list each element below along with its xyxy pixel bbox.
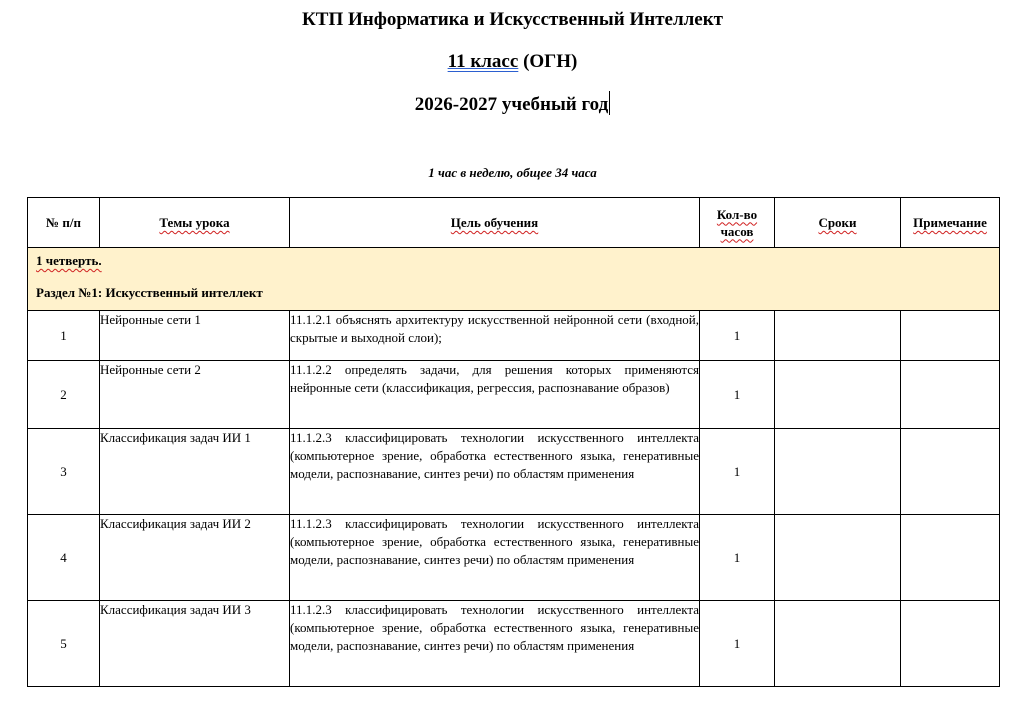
row-goal[interactable]: 11.1.2.3 классифицировать технологии искусственного интеллекта (компьютерное зрение, обработка естественного языка, генеративные модели, распознавание, синтез речи) по областям применения (290, 601, 700, 687)
ktp-table (27, 197, 1000, 687)
row-topic[interactable]: Нейронные сети 1 (100, 311, 290, 361)
header-dates[interactable]: Сроки (775, 198, 901, 248)
row-note[interactable] (901, 429, 1000, 515)
row-hours[interactable]: 1 (700, 515, 775, 601)
text-cursor (609, 91, 610, 115)
row-hours[interactable]: 1 (700, 361, 775, 429)
school-year-text: 2026-2027 учебный год (414, 94, 609, 115)
row-num[interactable]: 5 (28, 601, 100, 687)
quarter-label: 1 четверть. (36, 253, 102, 268)
table-row (28, 311, 1000, 361)
section-row (28, 248, 1000, 311)
row-note[interactable] (901, 515, 1000, 601)
document-title: КТП Информатика и Искусственный Интеллект (302, 9, 723, 30)
row-note[interactable] (901, 361, 1000, 429)
row-hours[interactable]: 1 (700, 601, 775, 687)
grade-line (0, 50, 1025, 74)
row-dates[interactable] (775, 515, 901, 601)
table-header-row (28, 198, 1000, 248)
row-goal[interactable]: 11.1.2.2 определять задачи, для решения которых применяются нейронные сети (классификация, регрессия, распознавание образов) (290, 361, 700, 429)
row-num[interactable]: 3 (28, 429, 100, 515)
row-goal[interactable]: 11.1.2.1 объяснять архитектуру искусственной нейронной сети (входной, скрытые и выходной слои); (290, 311, 700, 361)
table-row (28, 601, 1000, 687)
row-dates[interactable] (775, 311, 901, 361)
row-dates[interactable] (775, 361, 901, 429)
row-num[interactable]: 4 (28, 515, 100, 601)
section-name: Раздел №1: Искусственный интеллект (36, 285, 263, 300)
grade-suffix: (ОГН) (518, 51, 578, 72)
section-cell[interactable] (28, 248, 1000, 311)
row-goal[interactable]: 11.1.2.3 классифицировать технологии искусственного интеллекта (компьютерное зрение, обработка естественного языка, генеративные модели, распознавание, синтез речи) по областям применения (290, 429, 700, 515)
table-row (28, 515, 1000, 601)
row-num[interactable]: 2 (28, 361, 100, 429)
row-dates[interactable] (775, 429, 901, 515)
row-topic[interactable]: Классификация задач ИИ 1 (100, 429, 290, 515)
row-note[interactable] (901, 311, 1000, 361)
header-topic[interactable]: Темы урока (100, 198, 290, 248)
table-row (28, 429, 1000, 515)
school-year[interactable] (0, 91, 1025, 117)
row-hours[interactable]: 1 (700, 311, 775, 361)
row-goal[interactable]: 11.1.2.3 классифицировать технологии искусственного интеллекта (компьютерное зрение, обработка естественного языка, генеративные модели, распознавание, синтез речи) по областям применения (290, 515, 700, 601)
row-hours[interactable]: 1 (700, 429, 775, 515)
hours-summary: 1 час в неделю, общее 34 часа (428, 165, 597, 180)
header-num[interactable]: № п/п (28, 198, 100, 248)
row-note[interactable] (901, 601, 1000, 687)
row-dates[interactable] (775, 601, 901, 687)
header-hours[interactable]: Кол-во часов (700, 198, 775, 248)
row-topic[interactable]: Классификация задач ИИ 2 (100, 515, 290, 601)
row-topic[interactable]: Классификация задач ИИ 3 (100, 601, 290, 687)
header-goal[interactable]: Цель обучения (290, 198, 700, 248)
table-row (28, 361, 1000, 429)
header-note[interactable]: Примечание (901, 198, 1000, 248)
row-num[interactable]: 1 (28, 311, 100, 361)
row-topic[interactable]: Нейронные сети 2 (100, 361, 290, 429)
grade-label: 11 класс (447, 51, 519, 72)
